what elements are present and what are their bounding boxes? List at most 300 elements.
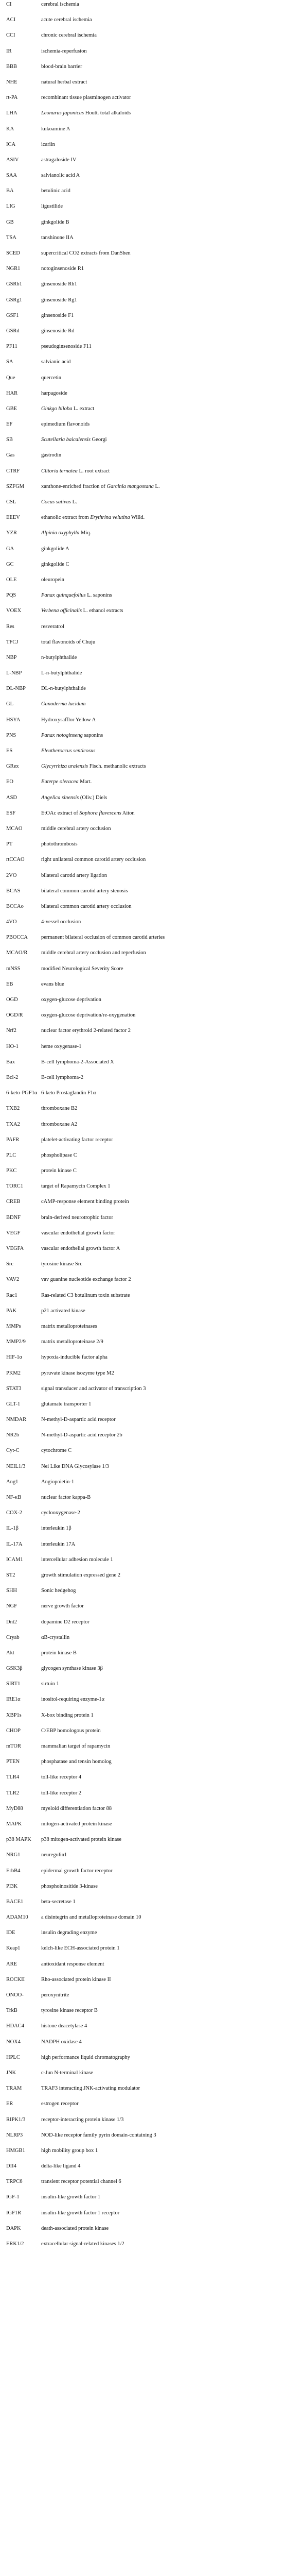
abbreviation-term: VEGFA — [6, 1246, 24, 1251]
abbreviation-definition: Nei Like DNA Glycosylase 1/3 — [41, 1463, 109, 1469]
abbreviation-term: Nrf2 — [6, 1028, 16, 1034]
abbreviation-term: EO — [6, 779, 13, 785]
abbreviation-term: IR — [6, 48, 12, 54]
abbreviation-term: COX-2 — [6, 1510, 22, 1516]
abbreviation-row — [0, 405, 287, 421]
abbreviation-term: Que — [6, 375, 15, 381]
abbreviation-definition: ginsenoside Rd — [41, 328, 75, 334]
abbreviation-row — [0, 1323, 287, 1338]
abbreviation-row — [0, 2194, 287, 2209]
abbreviation-row — [0, 1105, 287, 1121]
abbreviation-definition: signal transducer and activator of transcription 3 — [41, 1385, 146, 1392]
abbreviation-row — [0, 825, 287, 841]
abbreviation-row — [0, 2225, 287, 2241]
abbreviation-row — [0, 654, 287, 670]
abbreviation-row — [0, 2147, 287, 2163]
abbreviation-definition: epimedium flavonoids — [41, 421, 90, 428]
abbreviation-definition: middle cerebral artery occlusion and reperfusion — [41, 950, 146, 956]
abbreviation-definition: thromboxane A2 — [41, 1121, 78, 1127]
abbreviation-row — [0, 2210, 287, 2225]
abbreviation-term: PI3K — [6, 1883, 18, 1889]
abbreviation-term: OLE — [6, 577, 17, 583]
abbreviation-definition: ginsenoside Rg1 — [41, 297, 77, 303]
abbreviation-term: PLC — [6, 1152, 16, 1158]
abbreviation-definition: ethanolic extract from Erythrina velutina Willd. — [41, 515, 145, 521]
abbreviation-row — [0, 2116, 287, 2132]
abbreviation-row — [0, 577, 287, 592]
abbreviation-definition: oxygen-glucose deprivation — [41, 997, 101, 1003]
abbreviation-row — [0, 2178, 287, 2194]
abbreviation-row — [0, 1214, 287, 1230]
abbreviation-definition: resveratrol — [41, 623, 64, 630]
abbreviation-definition: thromboxane B2 — [41, 1106, 78, 1112]
abbreviation-row — [0, 375, 287, 390]
abbreviation-row — [0, 1603, 287, 1618]
abbreviation-term: ESF — [6, 810, 16, 816]
abbreviation-definition: ligustilide — [41, 204, 63, 210]
abbreviation-term: SA — [6, 359, 13, 365]
abbreviation-row — [0, 1494, 287, 1510]
abbreviation-term: GL — [6, 701, 13, 707]
abbreviation-term: ErbB4 — [6, 1868, 21, 1874]
abbreviation-row — [0, 328, 287, 343]
abbreviation-row — [0, 1245, 287, 1261]
abbreviation-term: DII4 — [6, 2163, 16, 2170]
abbreviation-term: HPLC — [6, 2054, 20, 2060]
abbreviation-row — [0, 810, 287, 825]
abbreviation-row — [0, 1385, 287, 1401]
abbreviation-term: PTEN — [6, 1759, 20, 1765]
abbreviation-term: MCAO — [6, 825, 23, 832]
abbreviation-term: L-NBP — [6, 670, 22, 676]
abbreviation-term: Ang1 — [6, 1479, 19, 1485]
abbreviation-term: ASIV — [6, 157, 19, 163]
abbreviation-term: BDNF — [6, 1214, 21, 1221]
abbreviation-term: PKM2 — [6, 1370, 21, 1376]
abbreviation-definition: Sonic hedgehog — [41, 1588, 76, 1594]
abbreviation-term: TLR2 — [6, 1790, 20, 1796]
abbreviation-definition: glutamate transporter 1 — [41, 1401, 92, 1407]
abbreviation-definition: vascular endothelial growth factor — [41, 1230, 115, 1236]
abbreviation-row — [0, 1836, 287, 1852]
abbreviation-row — [0, 1883, 287, 1899]
abbreviation-row — [0, 1727, 287, 1743]
abbreviation-term: BBB — [6, 63, 17, 70]
abbreviation-row — [0, 763, 287, 778]
abbreviation-row — [0, 732, 287, 748]
abbreviation-definition: icariin — [41, 141, 55, 147]
abbreviation-term: GSK3β — [6, 1666, 23, 1672]
abbreviation-definition: kelch-like ECH-associated protein 1 — [41, 1945, 120, 1952]
abbreviation-definition: C/EBP homologous protein — [41, 1727, 101, 1734]
abbreviation-row — [0, 1198, 287, 1214]
abbreviation-definition: xanthone-enriched fraction of Garcinia mangostana L. — [41, 483, 160, 489]
abbreviation-term: TRAM — [6, 2086, 22, 2092]
abbreviation-row — [0, 1696, 287, 1711]
abbreviation-term: ADAM10 — [6, 1914, 28, 1921]
abbreviation-row — [0, 1681, 287, 1696]
abbreviation-term: LIG — [6, 204, 15, 210]
abbreviation-definition: insulin-like growth factor 1 receptor — [41, 2210, 120, 2216]
abbreviation-row — [0, 499, 287, 514]
abbreviation-list — [0, 1, 287, 2256]
abbreviation-definition: intercellular adhesion molecule 1 — [41, 1556, 113, 1563]
abbreviation-definition: interleukin 17A — [41, 1541, 76, 1547]
abbreviation-row — [0, 2054, 287, 2070]
abbreviation-term: 6-keto-PGF1α — [6, 1090, 38, 1096]
abbreviation-row — [0, 546, 287, 561]
abbreviation-row — [0, 965, 287, 981]
abbreviation-row — [0, 1665, 287, 1681]
abbreviation-row — [0, 1043, 287, 1059]
abbreviation-term: ST2 — [6, 1572, 15, 1578]
abbreviation-term: OGD/R — [6, 1012, 23, 1019]
abbreviation-definition: cytochrome C — [41, 1448, 72, 1454]
abbreviation-row — [0, 1401, 287, 1416]
abbreviation-row — [0, 234, 287, 250]
abbreviation-term: PKC — [6, 1168, 17, 1174]
abbreviation-term: GRex — [6, 764, 19, 770]
abbreviation-definition: platelet-activating factor receptor — [41, 1137, 113, 1143]
abbreviation-term: 2VO — [6, 872, 17, 878]
abbreviation-definition: NADPH oxidase 4 — [41, 2039, 82, 2045]
abbreviation-definition: Angiopoietin-1 — [41, 1479, 75, 1485]
abbreviation-row — [0, 1261, 287, 1276]
abbreviation-definition: phosphatase and tensin homolog — [41, 1759, 112, 1765]
abbreviation-row — [0, 359, 287, 374]
abbreviation-row — [0, 1541, 287, 1556]
abbreviation-row — [0, 281, 287, 296]
abbreviation-definition: vascular endothelial growth factor A — [41, 1246, 120, 1251]
abbreviation-term: VEGF — [6, 1230, 21, 1236]
abbreviation-definition: myeloid differentiation factor 88 — [41, 1805, 112, 1811]
abbreviation-definition: phosphoinositide 3-kinase — [41, 1883, 98, 1889]
abbreviation-term: TFCJ — [6, 639, 19, 645]
abbreviation-row — [0, 778, 287, 794]
abbreviation-row — [0, 1914, 287, 1929]
abbreviation-term: PNS — [6, 732, 16, 738]
abbreviation-term: Rac1 — [6, 1292, 17, 1298]
abbreviation-term: EF — [6, 421, 13, 428]
abbreviation-definition: sirtuin 1 — [41, 1681, 59, 1687]
abbreviation-term: HO-1 — [6, 1043, 19, 1049]
abbreviation-term: TrkB — [6, 2008, 17, 2014]
abbreviation-row — [0, 670, 287, 685]
abbreviation-definition: pyruvate kinase isozyme type M2 — [41, 1370, 114, 1376]
abbreviation-term: LHA — [6, 110, 17, 116]
abbreviation-term: Bax — [6, 1059, 15, 1065]
abbreviation-row — [0, 2023, 287, 2038]
abbreviation-term: ICA — [6, 141, 16, 147]
abbreviation-row — [0, 1619, 287, 1634]
abbreviation-term: Src — [6, 1261, 13, 1267]
abbreviation-definition: NOD-like receptor family pyrin domain-containing 3 — [41, 2132, 156, 2138]
abbreviation-definition: vav guanine nucleotide exchange factor 2 — [41, 1277, 131, 1283]
abbreviation-row — [0, 1012, 287, 1027]
abbreviation-term: ES — [6, 748, 13, 754]
abbreviation-term: ARE — [6, 1961, 17, 1967]
abbreviation-definition: ginkgolide B — [41, 219, 69, 225]
abbreviation-row — [0, 468, 287, 483]
abbreviation-term: GBE — [6, 405, 17, 412]
abbreviation-term: NBP — [6, 654, 17, 660]
abbreviation-row — [0, 1338, 287, 1354]
abbreviation-term: OGD — [6, 997, 18, 1003]
abbreviation-definition: oxygen-glucose deprivation/re-oxygenation — [41, 1012, 136, 1019]
abbreviation-row — [0, 919, 287, 934]
abbreviation-row — [0, 748, 287, 763]
abbreviation-definition: blood-brain barrier — [41, 63, 82, 70]
abbreviation-row — [0, 2163, 287, 2178]
abbreviation-term: BA — [6, 188, 14, 194]
abbreviation-definition: inositol-requiring enzyme-1α — [41, 1697, 105, 1703]
abbreviation-row — [0, 1027, 287, 1043]
abbreviation-term: PBOCCA — [6, 935, 28, 941]
abbreviation-row — [0, 1276, 287, 1292]
abbreviation-term: IL-1β — [6, 1526, 19, 1532]
abbreviation-row — [0, 1899, 287, 1914]
abbreviation-definition: protein kinase C — [41, 1168, 77, 1174]
abbreviation-term: EEEV — [6, 515, 20, 521]
abbreviation-row — [0, 1929, 287, 1945]
abbreviation-term: rt-PA — [6, 95, 18, 101]
abbreviation-term: ICAM1 — [6, 1556, 23, 1563]
abbreviation-term: CHOP — [6, 1727, 21, 1734]
abbreviation-row — [0, 561, 287, 577]
abbreviation-row — [0, 1758, 287, 1774]
abbreviation-term: GSF1 — [6, 312, 19, 318]
abbreviation-term: MCAO/R — [6, 950, 28, 956]
abbreviation-term: IRE1α — [6, 1697, 21, 1703]
abbreviation-row — [0, 2241, 287, 2256]
abbreviation-term: JNK — [6, 2070, 16, 2076]
abbreviation-row — [0, 94, 287, 110]
abbreviation-row — [0, 172, 287, 188]
abbreviation-definition: EtOAc extract of Sophora flavescens Aiton — [41, 810, 135, 816]
abbreviation-row — [0, 1292, 287, 1308]
abbreviation-row — [0, 79, 287, 94]
abbreviation-row — [0, 1074, 287, 1090]
abbreviation-definition: ginsenoside F1 — [41, 312, 74, 318]
abbreviation-term: MyD88 — [6, 1805, 23, 1811]
abbreviation-row — [0, 1152, 287, 1167]
abbreviation-row — [0, 1790, 287, 1805]
abbreviation-row — [0, 1354, 287, 1369]
abbreviation-term: IDE — [6, 1930, 15, 1936]
abbreviation-row — [0, 1479, 287, 1494]
abbreviation-definition: N-methyl-D-aspartic acid receptor 2b — [41, 1432, 122, 1438]
abbreviation-definition: delta-like ligand 4 — [41, 2163, 81, 2170]
abbreviation-definition: antioxidant response element — [41, 1961, 104, 1967]
abbreviation-term: GLT-1 — [6, 1401, 21, 1407]
abbreviation-definition: n-butylphthalide — [41, 654, 77, 660]
abbreviation-definition: bilateral common carotid artery occlusion — [41, 903, 132, 909]
abbreviation-definition: supercritical CO2 extracts from DanShen — [41, 250, 131, 256]
abbreviation-term: CREB — [6, 1199, 21, 1205]
abbreviation-definition: histone deacetylase 4 — [41, 2023, 87, 2029]
abbreviation-definition: toll-like receptor 2 — [41, 1790, 82, 1796]
abbreviation-definition: B-cell lymphoma-2-Associated X — [41, 1059, 114, 1065]
abbreviation-row — [0, 1137, 287, 1152]
abbreviation-definition: Scutellaria baicalensis Georgi — [41, 437, 107, 443]
abbreviation-term: SIRT1 — [6, 1681, 21, 1687]
abbreviation-definition: Panax quinquefolius L. saponins — [41, 592, 112, 599]
abbreviation-row — [0, 63, 287, 79]
abbreviation-row — [0, 343, 287, 359]
abbreviation-term: Cyt-C — [6, 1448, 20, 1454]
abbreviation-term: ER — [6, 2101, 13, 2107]
abbreviation-definition: cyclooxygenase-2 — [41, 1510, 80, 1516]
abbreviation-row — [0, 530, 287, 545]
abbreviation-term: CTRF — [6, 468, 20, 474]
abbreviation-term: SHH — [6, 1588, 17, 1594]
abbreviation-row — [0, 483, 287, 499]
abbreviation-definition: receptor-interacting protein kinase 1/3 — [41, 2116, 124, 2123]
abbreviation-term: NGR1 — [6, 266, 21, 272]
abbreviation-row — [0, 1059, 287, 1074]
abbreviation-row — [0, 607, 287, 623]
abbreviation-definition: neuregulin1 — [41, 1852, 67, 1858]
abbreviation-row — [0, 794, 287, 810]
abbreviation-definition: matrix metalloproteinase 2/9 — [41, 1339, 103, 1345]
abbreviation-definition: photothrombosis — [41, 841, 78, 848]
abbreviation-definition: toll-like receptor 4 — [41, 1774, 82, 1781]
abbreviation-row — [0, 903, 287, 919]
abbreviation-definition: tyrosine kinase receptor B — [41, 2008, 98, 2014]
abbreviation-row — [0, 1510, 287, 1525]
abbreviation-definition: transient receptor potential channel 6 — [41, 2179, 121, 2185]
abbreviation-term: IGF-1 — [6, 2194, 20, 2200]
abbreviation-term: EB — [6, 981, 13, 987]
abbreviation-term: BCAS — [6, 888, 21, 894]
abbreviation-definition: salvianolic acid A — [41, 173, 80, 179]
abbreviation-row — [0, 2070, 287, 2085]
abbreviation-definition: peroxynitrite — [41, 1992, 69, 1998]
abbreviation-row — [0, 1852, 287, 1867]
abbreviation-row — [0, 1961, 287, 1976]
abbreviation-term: GA — [6, 546, 14, 552]
abbreviation-row — [0, 1090, 287, 1105]
abbreviation-row — [0, 841, 287, 856]
abbreviation-row — [0, 514, 287, 530]
abbreviation-definition: insulin-like growth factor 1 — [41, 2194, 101, 2200]
abbreviation-definition: Cocus sativus L. — [41, 499, 77, 505]
abbreviation-definition: astragaloside IV — [41, 157, 77, 163]
abbreviation-term: RIPK1/3 — [6, 2116, 26, 2123]
abbreviation-row — [0, 421, 287, 436]
abbreviation-definition: c-Jun N-terminal kinase — [41, 2070, 93, 2076]
abbreviation-definition: Ginkgo biloba L. extract — [41, 405, 95, 412]
abbreviation-row — [0, 1572, 287, 1587]
abbreviation-term: ACI — [6, 17, 16, 23]
abbreviation-term: NGF — [6, 1603, 17, 1609]
abbreviation-definition: kukoamine A — [41, 126, 70, 132]
abbreviation-definition: right unilateral common carotid artery occlusion — [41, 857, 146, 863]
abbreviation-definition: nuclear factor erythroid 2-related factor 2 — [41, 1028, 131, 1034]
abbreviation-definition: Euterpe oleracea Mart. — [41, 779, 92, 785]
abbreviation-row — [0, 1525, 287, 1540]
abbreviation-term: XBP1s — [6, 1712, 22, 1718]
abbreviation-row — [0, 981, 287, 996]
abbreviation-term: PAFR — [6, 1137, 20, 1143]
abbreviation-definition: X-box binding protein 1 — [41, 1712, 94, 1718]
abbreviation-row — [0, 1945, 287, 1960]
abbreviation-definition: permanent bilateral occlusion of common carotid arteries — [41, 935, 165, 941]
abbreviation-term: HMGB1 — [6, 2147, 25, 2154]
abbreviation-term: DL-NBP — [6, 686, 26, 692]
abbreviation-row — [0, 1821, 287, 1836]
abbreviation-term: PAK — [6, 1308, 17, 1314]
abbreviation-term: NLRP3 — [6, 2132, 23, 2138]
abbreviation-row — [0, 203, 287, 218]
abbreviation-definition: dopamine D2 receptor — [41, 1619, 89, 1625]
abbreviation-definition: Glycyrrhiza uralensis Fisch. methanolic extracts — [41, 764, 146, 770]
abbreviation-term: 4VO — [6, 919, 17, 925]
abbreviation-row — [0, 188, 287, 203]
abbreviation-term: NRG1 — [6, 1852, 21, 1858]
abbreviation-term: Res — [6, 623, 14, 630]
abbreviation-definition: TRAF3 interacting JNK-activating modulator — [41, 2086, 140, 2092]
abbreviation-row — [0, 265, 287, 281]
abbreviation-term: TXB2 — [6, 1106, 20, 1112]
abbreviation-term: Keap1 — [6, 1945, 21, 1952]
abbreviation-definition: N-methyl-D-aspartic acid receptor — [41, 1417, 116, 1423]
abbreviation-row — [0, 452, 287, 467]
abbreviation-term: TORC1 — [6, 1183, 24, 1190]
abbreviation-term: PT — [6, 841, 13, 848]
abbreviation-row — [0, 1743, 287, 1758]
abbreviation-term: mTOR — [6, 1743, 21, 1749]
abbreviation-row — [0, 717, 287, 732]
abbreviation-definition: protein kinase B — [41, 1650, 77, 1656]
abbreviation-definition: natural herbal extract — [41, 79, 87, 85]
abbreviation-definition: Clitoria ternatea L. root extract — [41, 468, 110, 474]
abbreviation-term: TRPC6 — [6, 2179, 23, 2185]
abbreviation-row — [0, 297, 287, 312]
abbreviation-definition: B-cell lymphoma-2 — [41, 1074, 83, 1080]
abbreviation-row — [0, 1, 287, 16]
abbreviation-definition: p21 activated kinase — [41, 1308, 85, 1314]
abbreviation-row — [0, 1183, 287, 1198]
abbreviation-definition: beta-secretase 1 — [41, 1899, 76, 1905]
abbreviation-definition: cerebral ischemia — [41, 2, 79, 7]
abbreviation-definition: Alpinia oxyphylla Miq. — [41, 530, 92, 536]
abbreviation-row — [0, 390, 287, 405]
abbreviation-definition: mitogen-activated protein kinase — [41, 1821, 112, 1827]
abbreviation-row — [0, 1230, 287, 1245]
abbreviation-row — [0, 592, 287, 607]
abbreviation-definition: 4-vessel occlusion — [41, 919, 81, 925]
abbreviation-row — [0, 934, 287, 950]
abbreviation-term: Cryab — [6, 1634, 20, 1640]
abbreviation-term: Akt — [6, 1650, 14, 1656]
abbreviation-row — [0, 250, 287, 265]
abbreviation-term: GC — [6, 561, 14, 567]
abbreviation-term: GSRb1 — [6, 281, 22, 287]
abbreviation-definition: ginkgolide C — [41, 561, 69, 567]
abbreviation-definition: ischemia-reperfusion — [41, 48, 87, 54]
abbreviation-row — [0, 1774, 287, 1789]
abbreviation-row — [0, 2039, 287, 2054]
abbreviation-definition: Ganoderma lucidum — [41, 701, 86, 707]
abbreviation-row — [0, 1556, 287, 1572]
abbreviation-term: p38 MAPK — [6, 1837, 31, 1843]
abbreviation-row — [0, 888, 287, 903]
abbreviation-definition: Hydroxysafflor Yellow A — [41, 717, 96, 723]
abbreviation-row — [0, 2100, 287, 2116]
abbreviation-term: SB — [6, 437, 13, 443]
abbreviation-row — [0, 1447, 287, 1463]
